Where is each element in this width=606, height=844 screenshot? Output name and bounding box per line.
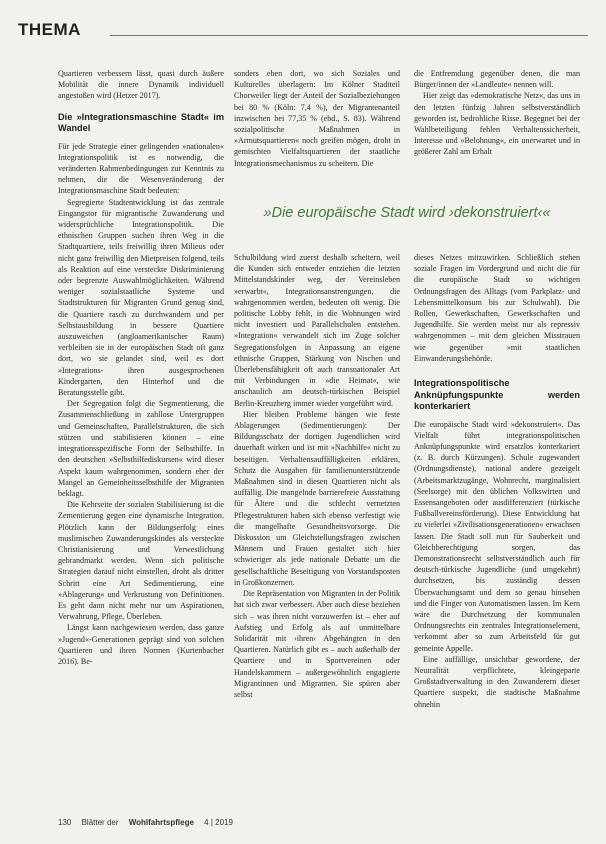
paragraph: Segregierte Stadtentwicklung ist das zentrale Eingangstor für migrantische Zuwanderung und widersprüchliche Integrationspolitik. Die ethnischen Gruppen suchen ihren Weg in die Stadtquartiere, teils freiwillig ihren Milieus oder nicht ganz freiwillig den Mietpreisen folgend, teils als Reaktion auf eine versteckte Diskriminierung oder begrenzte Auswahlmöglichkeiten. Während weniger sozialstaatliche Systeme und Stadtstrukturen für Migranten Grund genug sind, die Quartiere rasch zu durchwandern und per Selbstausbildung in bessere Quartiere auszuweichen (angloamerikanischer Raum) verbleiben sie in der europäischen Stadt oft ganz dort, wo sie gelandet sind, weil es dort »Integrations- ihren ausgesprochenen Kindergarten, den Hinterhof und die Beratungsstelle gibt. xyxy=(58,197,224,398)
paragraph: Schulbildung wird zuerst deshalb scheitern, weil die Kunden sich entweder entziehen die letzten Mittelstandskinder weg, der Vereinsleben »erwarbt«, Integrationsanstrengungen, die wahrgenommen werden, bedeuten oft wenig. Die politische Lobby fehlt, in die Wohnungen wird nicht investiert und Parallelschulen entstehen. »Integration« verwandelt sich im Zuge solcher Segregationsfolgen in Anpassung an eigene ethnische Gruppen, Stärkung von Nischen und Überlebensfähigkeit oft auch transnationaler Art mit Verbindungen in »die Heimat«, wie anschaulich am deutsch-türkischen Beispiel Berlin-Kreuzberg immer wieder vorgeführt wird. xyxy=(234,253,400,408)
paragraph: dieses Netzes mitzuwirken. Schließlich stehen soziale Fragen im Vordergrund und nicht die für die europäische Stadt so wichtigen Ordnungsfragen des Alltags (vom Parkplatz- und Lebensmittelkonsum bis zur Schulwahl). Die Rollen, Gewerkschaften, Gewerkschaften und Jugendhilfe. Sie werden meist nur als repressiv wahrgenommen – mit dem gleichen Misstrauen wie gegenüber »mit staatlichen Einwanderungsbehörde. xyxy=(414,253,580,363)
column-3-top xyxy=(414,68,580,158)
paragraph: Die europäische Stadt wird »dekonstruiert«. Das Vielfalt führt integrationspolitischen Anknüpfungspunkte wird ersatzlos konterkariert (z. B. durch Kürzungen). Schule zugewandert (Ordnungsdienste), national andere gezeigelt (Arbeitsmarktzugänge, Wohnrecht, marginalisiert (Seelsorge) mit den üblichen Volkswirten und Essensangeboten oder ausdifferenziert (türkische Fußballvereinsförderung). Diese Entwicklung hat zu vielerlei »Zivilisationsgenerationen« erwachsen lassen. Die Stadt soll nun für Sauberkeit und Gleichberechtigung sorgen, das Demonstrationsrecht selbstverständlich auch für deutsch-türkische Jugendliche (und umgekehrt) durchsetzen, bis zuständig dessen Überwachungsamt und dem so genau hinsehen und die Finger von Automatismen lassen. Im Kern wäre die Durchsetzung der kommunalen Ordnungsrechts ein zentrales Integrationselement, verkommt aber so zum Arbeitsfeld für gut gemeinte Appelle. xyxy=(414,419,580,653)
paragraph: die Entfremdung gegenüber denen, die man Bürger/innen der »Landleute« nennen will. xyxy=(414,69,580,90)
paragraph: Für jede Strategie einer gelingenden »nationalen« Integrationspolitik ist es notwendig, die veränderten Rahmenbedingungen zur Kenntnis zu nehmen, die die Wesenveränderung der Integrationsmaschine Stadt bedeuten: xyxy=(58,141,224,196)
magazine-name xyxy=(82,818,194,827)
paragraph: Längst kann nachgewiesen werden, dass ganze »Jugend«-Generationen geprägt sind von solchen Quartieren und ihren Normen (Kurtenbacher 2016). Be- xyxy=(58,623,224,666)
paragraph: Der Segregation folgt die Segmentierung, die Zusammenschließung in zahllose Untergruppen und Gemeinschaften, Parallelstrukturen, die sich stützen und stabilisieren können – eine integrationsspezifische Form der Selbsthilfe. In den deutschen »Selbsthilfediskursen« wird dieser Aspekt kaum wahrgenommen, sondern eher der Mangel an Gemeinheitsselbsthilfe der Migranten beklagt. xyxy=(58,399,224,498)
magazine-name-bold: Wohlfahrtspflege xyxy=(128,818,194,827)
paragraph: Die Kehrseite der sozialen Stabilisierung ist die Zementierung gegen eine dynamische Integration. Plötzlich kann der Bildungserfolg eines muslimischen Zuwanderungskindes als versteckte Christianisierung und Verwestlichung gebrandmarkt werden. Wenn sich politische Strategien darauf nicht einstellen, droht als dritter Schritt eine Art Sedimentierung, eine »Ablagerung« und Verkrustung von Definitionen. Es geht dann nicht mehr nur um Aspirationen, Verwahrung, Pflege, Überleben. xyxy=(58,500,224,622)
page-footer xyxy=(58,818,588,827)
paragraph: Hier zeigt das »demokratische Netz«, das uns in den letzten fünfzig Jahren selbstverständlich geworden ist, bedrohliche Risse. Begegnet bei der Wahlbeteiligung fehlen Verhaltenssicherheit, Interesse und »Belohnung«, ein unerwartet und in größerer Zahl am Erhalt xyxy=(414,91,580,157)
header-rule xyxy=(110,35,588,36)
section-heading: Integrationspolitische Anknüpfungspunkte werden konterkariert xyxy=(414,378,580,412)
column-3-bottom xyxy=(414,252,580,710)
issue-number: 4 | 2019 xyxy=(204,818,233,827)
paragraph: sonders eben dort, wo sich Soziales und Kulturelles überlagern: Im Kölner Stadtteil Chorweiler liegt der Anteil der Sozialbeziehungen bei 80 % (Köln: 7,4 %), der Migrantenanteil inzwischen bei 77,35 % (ebd., S. 83). Während sozialpolitische Maßnahmen in »Armutsquartieren« noch greifen mögen, droht in gemischten Vielfaltsquartieren der staatliche Integrationsmechanismus zu scheitern. Die xyxy=(234,69,400,168)
page-header xyxy=(18,18,588,42)
column-2-bottom xyxy=(234,252,400,700)
paragraph: Die Repräsentation von Migranten in der Politik hat sich zwar verbessert. Aber auch diese beziehen sich – was ihren nicht vorzuwerfen ist – eher auf Aufstieg und Erfolg als auf unmittelbare Solidarität mit ›ihren‹ Abgehängten in den Quartieren. Natürlich gibt es – auch außerhalb der Quartiere und in Sportvereinen oder Handelskammern – außergewöhnlich engagierte Migrantinnen und Migranten. Sie spüren aber selbst xyxy=(234,589,400,699)
paragraph: Eine auffällige, unsichtbar gewordene, der Neutralität verpflichtete, kleingeparte Großstadtverwaltung in den Zuwanderern dieser Quartiere suspekt, die stadtische Maßnahme ohnehin xyxy=(414,654,580,709)
magazine-name-prefix: Blätter der xyxy=(81,818,121,827)
rubric-title: THEMA xyxy=(18,20,81,39)
section-heading: Die »Integrationsmaschine Stadt« im Wandel xyxy=(58,111,224,134)
paragraph: Hier bleiben Probleme hängen wie feste Ablagerungen (Sedimentierungen): Der Bildungsschatz der dortigen Jugendlichen wird dauerhaft wirken und ist mit »Nachhilfe« nicht zu beseitigen. Verhaltensauffälligkeiten erklären, Schutz die Ausgaben für familienunterstützende Maßnahmen sind in diesen Quartieren nicht als auffällig. Die mangelnde barrierefreie Ausstattung für Ältere und die schlecht vernetzten Pflegestrukturen haben sich ebenso verfestigt wie die mangelhafte Gesundheitsvorsorge. Die Diskussion um Gleichstellungsfragen zwischen Männern und Frauen gestaltet sich hier schwieriger als jede nationale Debatte um die gesellschaftliche Beseitigung von Vorstandsposten in Großkonzernen. xyxy=(234,409,400,587)
column-2-top xyxy=(234,68,400,169)
paragraph: Quartieren verbessern lässt, quasi durch äußere Mobilität die innere Dynamik individuell angestoßen wird (Hetzer 2017). xyxy=(58,69,224,101)
column-1 xyxy=(58,68,224,667)
pull-quote: »Die europäische Stadt wird ›dekonstruiert‹« xyxy=(263,205,551,221)
page-number: 130 xyxy=(58,818,72,827)
